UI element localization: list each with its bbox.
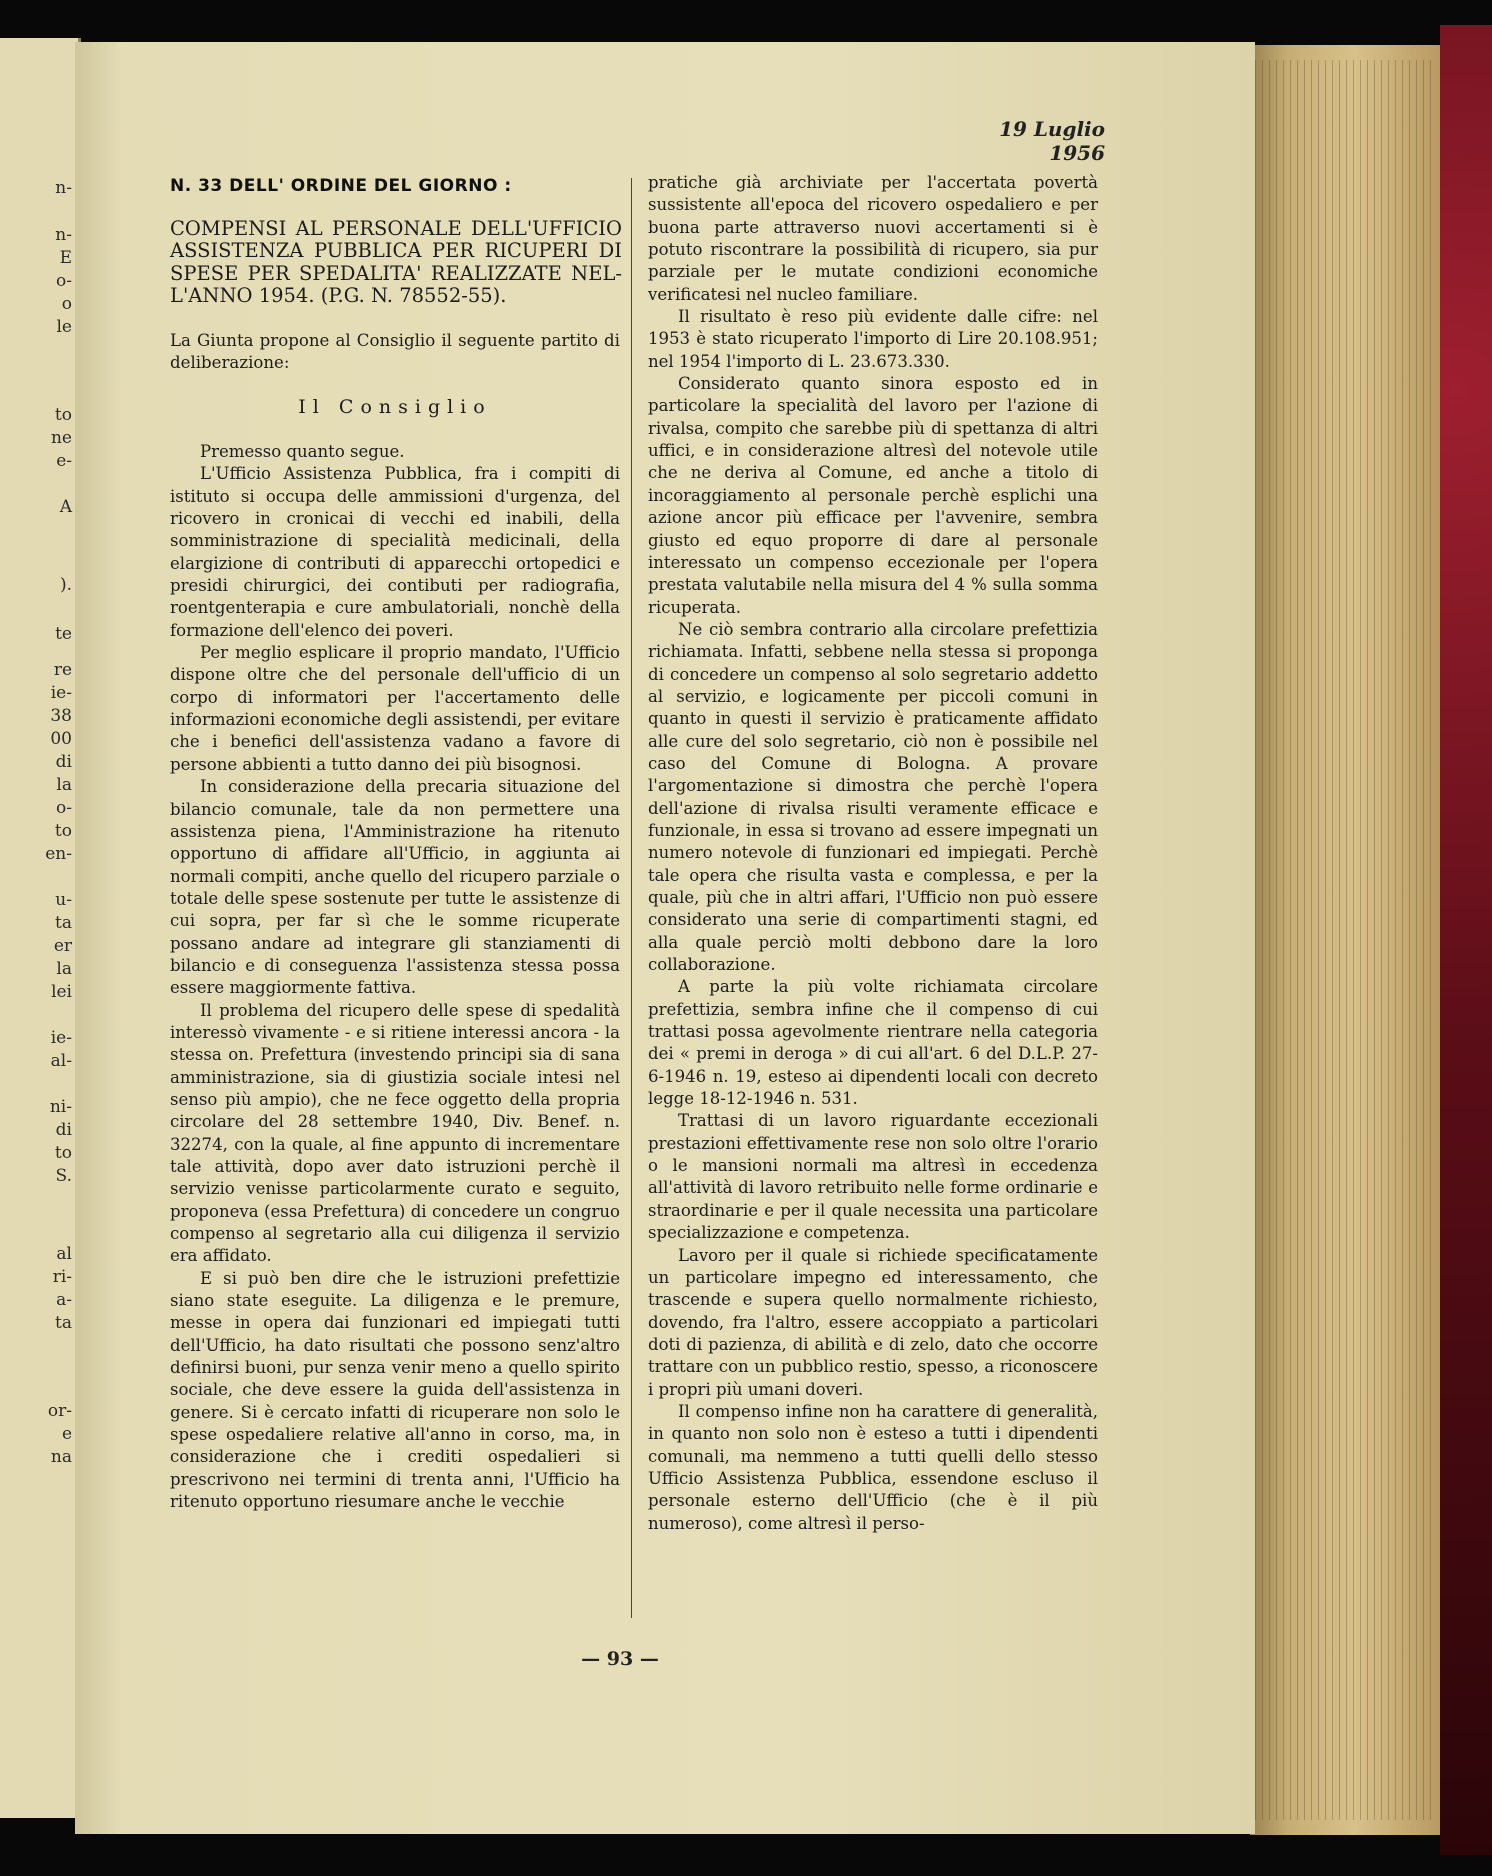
previous-page-fragment: er <box>53 936 72 956</box>
previous-page-fragment: ni- <box>49 1097 72 1117</box>
previous-page-fragment: la <box>56 775 72 795</box>
agenda-item-heading: N. 33 DELL' ORDINE DEL GIORNO : <box>170 176 512 196</box>
paragraph: Trattasi di un lavoro riguardante eccezionali prestazioni effettivamente rese non solo oltre l'orario o le mansioni normali ma altresì in eccedenza all'attività di lavoro retribuito nelle forme ordinarie e straordinarie e per il quale necessita una particolare specializzazione e competenza. <box>648 1111 1098 1243</box>
book-binding <box>1440 25 1492 1855</box>
previous-page-fragment: e- <box>56 451 72 471</box>
previous-page-fragment: 38 <box>50 706 72 726</box>
previous-page-fragment: S. <box>55 1166 72 1186</box>
previous-page-fragment: ie- <box>50 683 72 703</box>
previous-page-fragment: 00 <box>50 729 72 749</box>
paragraph: Lavoro per il quale si richiede specificatamente un particolare impegno ed interessamento, che trascende e supera quello normalmente richiesto, dovendo, fra l'altro, essere accoppiato a particolari doti di pazienza, di abilità e di zelo, dato che occorre trattare con un pubblico restio, spesso, a riconoscere i propri più umani doveri. <box>648 1245 1098 1399</box>
column-divider <box>631 178 632 1618</box>
previous-page-fragment: o <box>61 294 72 314</box>
right-column <box>648 172 1098 1535</box>
previous-page-fragment: e <box>61 1424 72 1444</box>
previous-page-fragment: lei <box>51 982 72 1002</box>
previous-page-fragment: di <box>55 1120 72 1140</box>
previous-page-fragment: o- <box>56 271 72 291</box>
paragraph: Il risultato è reso più evidente dalle cifre: nel 1953 è stato ricuperato l'importo di Lire 20.108.951; nel 1954 l'importo di L. 23.673.330. <box>648 307 1098 371</box>
paragraph: Premesso quanto segue. <box>200 442 405 461</box>
page-header-date: 19 Luglio 1956 <box>999 117 1105 165</box>
paragraph: Per meglio esplicare il proprio mandato, l'Ufficio dispone oltre che del personale dell'ufficio di un corpo di informatori per l'accertamento delle informazioni economiche degli assistendi, per evitare che i benefici dell'assistenza vadano a favore di persone abbienti a tutto danno dei più bisognosi. <box>170 643 620 774</box>
previous-page-fragment: n- <box>55 178 72 198</box>
paragraph: A parte la più volte richiamata circolare prefettizia, sembra infine che il compenso di cui trattasi possa agevolmente rientrare nella categoria dei « premi in deroga » di cui all'art. 6 del D.L.P. 27-6-1946 n. 19, esteso ai dipendenti locali con decreto legge 18-12-1946 n. 531. <box>648 977 1098 1109</box>
previous-page-fragment: al <box>56 1244 72 1264</box>
previous-page-fragment: to <box>54 1143 72 1163</box>
previous-page-margin <box>0 38 81 1818</box>
previous-page-fragment: te <box>55 624 72 644</box>
previous-page-fragment: la <box>56 959 72 979</box>
paragraph: Ne ciò sembra contrario alla circolare prefettizia richiamata. Infatti, sebbene nella stessa si proponga di concedere un compenso al solo segretario addetto al servizio, e logicamente per piccoli comuni in quanto in questi il servizio è praticamente affidato alle cure del solo segretario, ciò non è possibile nel caso del Comune di Bologna. A provare l'argomentazione si dimostra che perchè l'opera dell'azione di rivalsa risulti veramente efficace e funzionale, in essa si trovano ad essere impegnati un numero notevole di funzionari ed impiegati. Perchè tale opera che risulta vasta e complessa, e per la quale, più che in altri affari, l'Ufficio non può essere considerato una serie di compartimenti stagni, ed alla quale perciò molti debbono dare la loro collaborazione. <box>648 619 1098 975</box>
previous-page-fragment: u- <box>55 890 72 910</box>
previous-page-fragment: ). <box>59 575 72 595</box>
previous-page-fragment: ri- <box>52 1267 72 1287</box>
paragraph: In considerazione della precaria situazione del bilancio comunale, tale da non permettere una assistenza piena, l'Amministrazione ha ritenuto opportuno di affidare all'Ufficio, in aggiunta ai normali compiti, anche quello del ricupero parziale o totale delle spese sostenute per tutte le assistenze di cui sopra, per far sì che le somme ricuperate possano andare ad integrare gli stanziamenti di bilancio e di conseguenza l'assistenza stessa possa essere maggiormente fattiva. <box>170 777 620 998</box>
paragraph: L'Ufficio Assistenza Pubblica, fra i compiti di istituto si occupa delle ammissioni d'urgenza, del ricovero in cronicai di vecchi ed inabili, della somministrazione di specialità medicinali, della elargizione di contributi di apparecchi ortopedici e presidi chirurgici, dei contibuti per radiografia, roentgenterapia e cure ambulatoriali, nonchè della formazione dell'elenco dei poveri. <box>170 464 620 640</box>
previous-page-fragment: to <box>54 821 72 841</box>
previous-page-fragment: en- <box>45 844 72 864</box>
previous-page-fragment: ne <box>50 428 72 448</box>
previous-page-fragment: ta <box>55 1313 72 1333</box>
intro-paragraph: La Giunta propone al Consiglio il seguente partito di deliberazione: <box>170 331 620 372</box>
paragraph: pratiche già archiviate per l'accertata povertà sussistente all'epoca del ricovero ospedaliero e per buona parte attraverso nuovi accertamenti si è potuto riscontrare la possibilità di ricupero, sia pur parziale per le mutate condizioni economiche verificatesi nel nucleo familiare. <box>648 173 1098 304</box>
previous-page-fragment: ta <box>55 913 72 933</box>
paragraph: Considerato quanto sinora esposto ed in particolare la specialità del lavoro per l'azione di rivalsa, compito che sarebbe più di spettanza di altri uffici, e in considerazione altresì del notevole utile che ne deriva al Comune, ed anche a titolo di incoraggiamento al personale perchè esplichi una azione ancor più efficace per l'avvenire, sembra giusto ed equo proporre di dare al personale interessato un compenso eccezionale per l'opera prestata valutabile nella misura del 4 % sulla somma ricuperata. <box>648 374 1098 617</box>
previous-page-fragment: o- <box>56 798 72 818</box>
left-column <box>170 441 620 1514</box>
council-heading: Il Consiglio <box>298 396 492 418</box>
paragraph: Il compenso infine non ha carattere di generalità, in quanto non solo non è esteso a tutti i dipendenti comunali, ma nemmeno a tutti quelli dello stesso Ufficio Assistenza Pubblica, essendone escluso il personale esterno dell'Ufficio (che è il più numeroso), come altresì il perso- <box>648 1401 1098 1533</box>
previous-page-fragment: le <box>56 317 72 337</box>
previous-page-fragment: ie- <box>50 1028 72 1048</box>
paragraph: Il problema del ricupero delle spese di spedalità interessò vivamente - e si ritiene interessi ancora - la stessa on. Prefettura (investendo principi sia di sana amministrazione, sia di giustizia sociale intesi nel senso più ampio), che ne fece oggetto della propria circolare del 28 settembre 1940, Div. Benef. n. 32274, con la quale, al fine appunto di incrementare tale attività, dopo aver dato istruzioni perchè il servizio venisse particolarmente curato e seguito, proponeva (essa Prefettura) di concedere un congruo compenso al segretario alla cui diligenza il servizio era affidato. <box>170 1000 620 1266</box>
previous-page-fragment: na <box>50 1447 72 1467</box>
previous-page-fragment: re <box>53 660 72 680</box>
previous-page-fragment: E <box>59 248 72 268</box>
previous-page-fragment: al- <box>50 1051 72 1071</box>
document-title: COMPENSI AL PERSONALE DELL'UFFICIO ASSISTENZA PUBBLICA PER RICUPERI DI SPESE PER SPEDALITA' REALIZZATE NEL-L'ANNO 1954. (P.G. N. 78552-55). <box>170 217 622 308</box>
previous-page-fragment: to <box>54 405 72 425</box>
page-edge-lines <box>1255 60 1435 1820</box>
previous-page-fragment: A <box>59 497 72 517</box>
previous-page-fragment: n- <box>55 225 72 245</box>
previous-page-fragment: di <box>55 752 72 772</box>
page-number: — 93 — <box>581 1648 659 1670</box>
paragraph: E si può ben dire che le istruzioni prefettizie siano state eseguite. La diligenza e le premure, messe in opera dai funzionari ed impiegati tutti dell'Ufficio, ha dato risultati che possono senz'altro definirsi buoni, pur senza venir meno a quello spirito sociale, che deve essere la guida dell'assistenza in genere. Si è cercato infatti di ricuperare non solo le spese ospedaliere relative all'anno in corso, ma, in considerazione che i crediti ospedalieri si prescrivono nei termini di trenta anni, l'Ufficio ha ritenuto opportuno riesumare anche le vecchie <box>170 1268 620 1512</box>
previous-page-fragment: or- <box>47 1401 72 1421</box>
previous-page-fragment: a- <box>56 1290 72 1310</box>
